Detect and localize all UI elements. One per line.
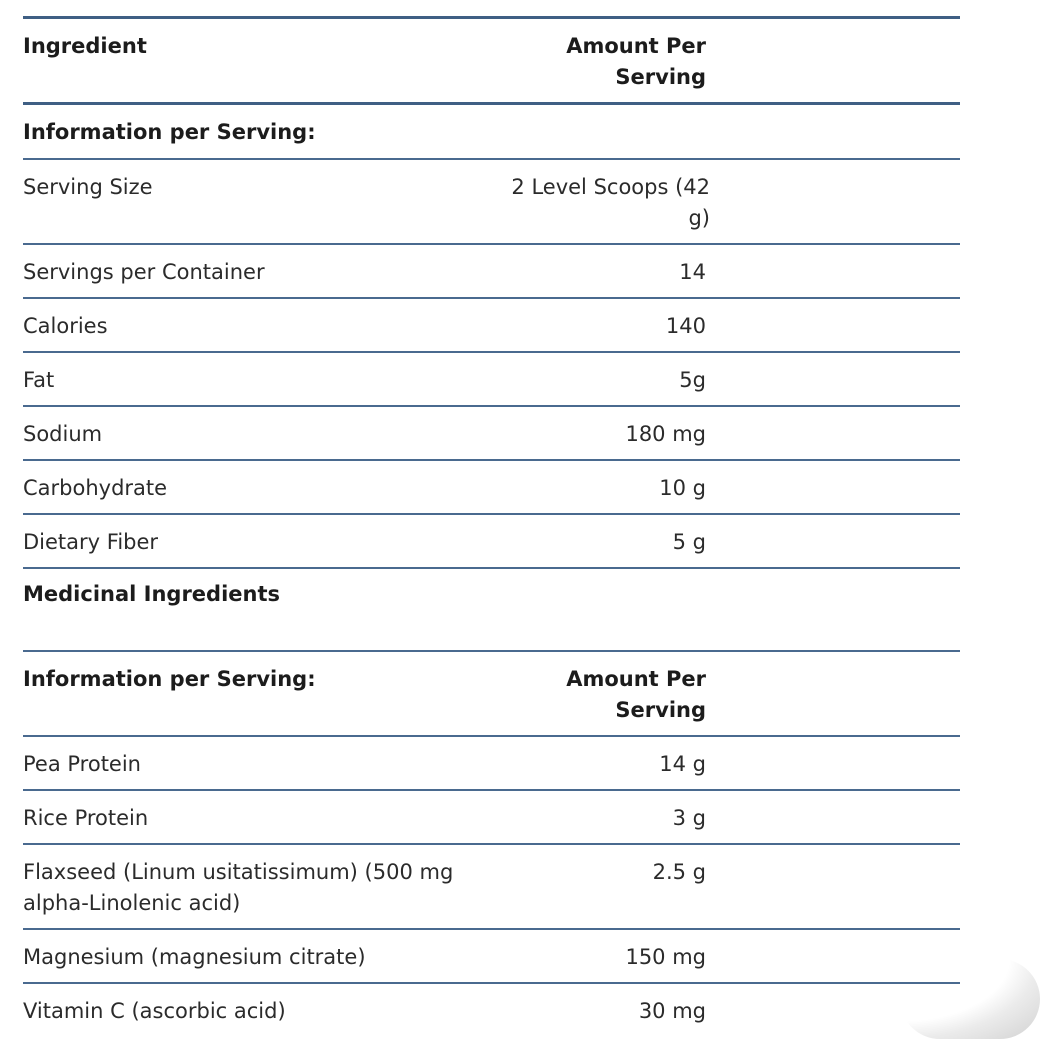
table1-rows: [23, 160, 960, 569]
table-row: [23, 407, 960, 459]
ingredient-amount-text: 180 mg: [625, 422, 706, 446]
nutrition-facts: [23, 16, 960, 1036]
table-row: [23, 737, 960, 789]
ingredient-amount-text: 14 g: [659, 752, 706, 776]
ingredient-amount: [510, 299, 706, 351]
table-row: [23, 299, 960, 351]
table-row: [23, 461, 960, 513]
ingredient-name: Flaxseed (Linum usitatissimum) (500 mg alpha-Linolenic acid): [23, 860, 454, 915]
ingredient-name: Servings per Container: [23, 260, 265, 284]
table-row: [23, 930, 960, 982]
ingredient-name: Pea Protein: [23, 752, 141, 776]
ingredient-amount: [510, 515, 706, 567]
table-row: [23, 845, 960, 928]
ingredient-column-header: Ingredient: [23, 34, 147, 58]
ingredient-amount-text: 150 mg: [625, 945, 706, 969]
ingredient-amount-text: 10 g: [659, 476, 706, 500]
ingredient-amount-text: 5g: [679, 368, 706, 392]
ingredient-name: Carbohydrate: [23, 476, 168, 500]
table-row: [23, 515, 960, 567]
ingredient-name: Calories: [23, 314, 108, 338]
table-row: [23, 353, 960, 405]
medicinal-ingredients-heading: Medicinal Ingredients: [23, 582, 281, 606]
ingredient-amount-text: 140: [665, 314, 706, 338]
amount2-column-header-text: Amount Per Serving: [566, 667, 706, 722]
ingredient-name: Fat: [23, 368, 55, 392]
ingredient-amount-text: 2.5 g: [652, 860, 706, 884]
amount2-column-header: [510, 652, 706, 735]
ingredient-name: Dietary Fiber: [23, 530, 159, 554]
table-row: [23, 160, 960, 243]
ingredient-name: Magnesium (magnesium citrate): [23, 945, 366, 969]
ingredient-amount-text: 3 g: [672, 806, 706, 830]
ingredient-amount: [510, 461, 706, 513]
table-row: [23, 245, 960, 297]
table-header-row: [23, 19, 960, 102]
ingredient-amount: [510, 791, 706, 843]
section-heading-information: Information per Serving:: [23, 120, 316, 144]
ingredient-amount: [510, 407, 706, 459]
ingredient-amount: [510, 845, 706, 897]
ingredient-amount: [510, 930, 706, 982]
ingredient-name: Sodium: [23, 422, 103, 446]
table-row: [23, 984, 960, 1036]
ingredient-amount: [510, 737, 706, 789]
ingredient-amount: [510, 984, 706, 1036]
table2-rows: [23, 737, 960, 1036]
information-column-header: Information per Serving:: [23, 667, 316, 691]
ingredient-name: Vitamin C (ascorbic acid): [23, 999, 286, 1023]
amount-column-header: [510, 19, 706, 102]
ingredient-amount-text: 5 g: [672, 530, 706, 554]
ingredient-amount: [510, 245, 706, 297]
ingredient-amount-text: 14: [679, 260, 706, 284]
ingredient-amount-text: 30 mg: [638, 999, 706, 1023]
table2-header-row: [23, 652, 960, 735]
table-row: [23, 791, 960, 843]
ingredient-amount-text: 2 Level Scoops (42 g): [511, 175, 710, 230]
amount-column-header-text: Amount Per Serving: [566, 34, 706, 89]
ingredient-name: Rice Protein: [23, 806, 149, 830]
ingredient-name: Serving Size: [23, 175, 153, 199]
ingredient-amount: [510, 160, 710, 243]
ingredient-amount: [510, 353, 706, 405]
